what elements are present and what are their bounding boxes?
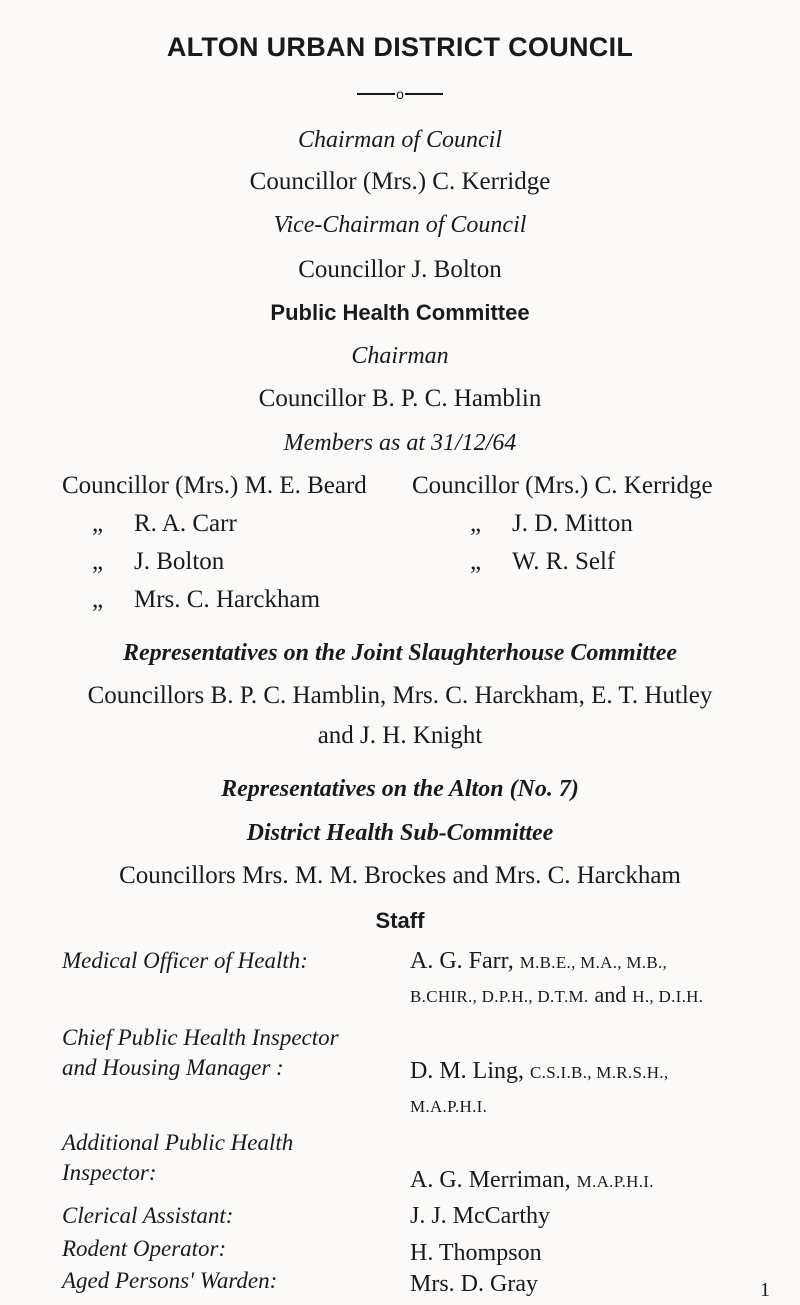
clerical-label: Clerical Assistant: — [62, 1203, 234, 1228]
slaughterhouse-members-line2: and J. H. Knight — [317, 722, 483, 749]
member-name: W. R. Self — [512, 548, 616, 575]
moh-and: and — [594, 982, 627, 1007]
vice-chairman-name: Councillor J. Bolton — [298, 256, 502, 283]
district-health-heading-line1: Representatives on the Alton (No. 7) — [221, 776, 579, 802]
ditto-mark: „ — [92, 586, 104, 613]
member-name: J. D. Mitton — [512, 510, 633, 537]
member-right-1: Councillor (Mrs.) C. Kerridge — [412, 472, 713, 499]
page-title: ALTON URBAN DISTRICT COUNCIL — [166, 32, 634, 62]
committee-chairman-heading: Chairman — [351, 343, 449, 369]
vice-chairman-heading: Vice-Chairman of Council — [273, 212, 527, 238]
member-right-3 — [470, 548, 615, 576]
ditto-mark: „ — [92, 510, 104, 537]
public-health-committee-heading: Public Health Committee — [270, 300, 530, 325]
ditto-mark: „ — [92, 548, 104, 575]
aphi-qualifications: M.A.P.H.I. — [576, 1172, 654, 1191]
page-number: 1 — [760, 1279, 770, 1301]
ditto-mark: „ — [470, 548, 482, 575]
members-heading: Members as at 31/12/64 — [283, 430, 517, 456]
cphi-name-line — [410, 1058, 668, 1085]
ditto-mark: „ — [470, 510, 482, 537]
rodent-name: H. Thompson — [410, 1240, 542, 1266]
moh-name: A. G. Farr, — [410, 948, 514, 974]
warden-name: Mrs. D. Gray — [410, 1271, 538, 1297]
member-left-3 — [92, 548, 224, 576]
member-left-1: Councillor (Mrs.) M. E. Beard — [62, 472, 367, 499]
member-name: J. Bolton — [134, 548, 225, 575]
cphi-label-line2: and Housing Manager : — [62, 1055, 284, 1080]
separator-circle: o — [396, 86, 404, 102]
slaughterhouse-members-line1: Councillors B. P. C. Hamblin, Mrs. C. Harckham, E. T. Hutley — [87, 682, 713, 709]
rodent-label: Rodent Operator: — [62, 1236, 227, 1261]
moh-name-line — [410, 948, 667, 975]
cphi-qualifications-line — [410, 1092, 487, 1119]
chairman-name: Councillor (Mrs.) C. Kerridge — [249, 168, 551, 195]
warden-label: Aged Persons' Warden: — [62, 1268, 278, 1293]
moh-qualifications-line — [410, 982, 703, 1009]
moh-label: Medical Officer of Health: — [62, 948, 308, 973]
committee-chairman-name: Councillor B. P. C. Hamblin — [258, 385, 542, 412]
aphi-label-line1: Additional Public Health — [62, 1130, 294, 1155]
chairman-heading: Chairman of Council — [297, 127, 502, 153]
aphi-label-line2: Inspector: — [62, 1160, 157, 1185]
cphi-name: D. M. Ling, — [410, 1058, 524, 1084]
member-left-2 — [92, 510, 237, 538]
member-left-4 — [92, 586, 320, 614]
moh-qualifications-1: M.B.E., M.A., M.B., — [519, 953, 668, 972]
separator-rule-left — [357, 93, 395, 95]
member-name: Mrs. C. Harckham — [134, 586, 321, 613]
moh-qualifications-2: B.CHIR., D.P.H., D.T.M. — [410, 987, 589, 1006]
staff-heading: Staff — [375, 908, 425, 933]
clerical-name: J. J. McCarthy — [410, 1203, 550, 1229]
member-name: R. A. Carr — [134, 510, 237, 537]
moh-qualifications-3: H., D.I.H. — [632, 987, 704, 1006]
title-separator — [0, 87, 800, 101]
district-health-members: Councillors Mrs. M. M. Brockes and Mrs. C. Harckham — [119, 862, 681, 889]
aphi-name-line — [410, 1167, 654, 1194]
slaughterhouse-heading: Representatives on the Joint Slaughterhouse Committee — [122, 640, 678, 666]
aphi-name: A. G. Merriman, — [410, 1167, 571, 1193]
separator-rule-right — [405, 93, 443, 95]
member-right-2 — [470, 510, 633, 538]
cphi-qualifications-1: C.S.I.B., M.R.S.H., — [530, 1063, 669, 1082]
district-health-heading-line2: District Health Sub-Committee — [246, 820, 554, 846]
cphi-label-line1: Chief Public Health Inspector — [62, 1025, 339, 1050]
cphi-qualifications-2: M.A.P.H.I. — [410, 1097, 488, 1116]
